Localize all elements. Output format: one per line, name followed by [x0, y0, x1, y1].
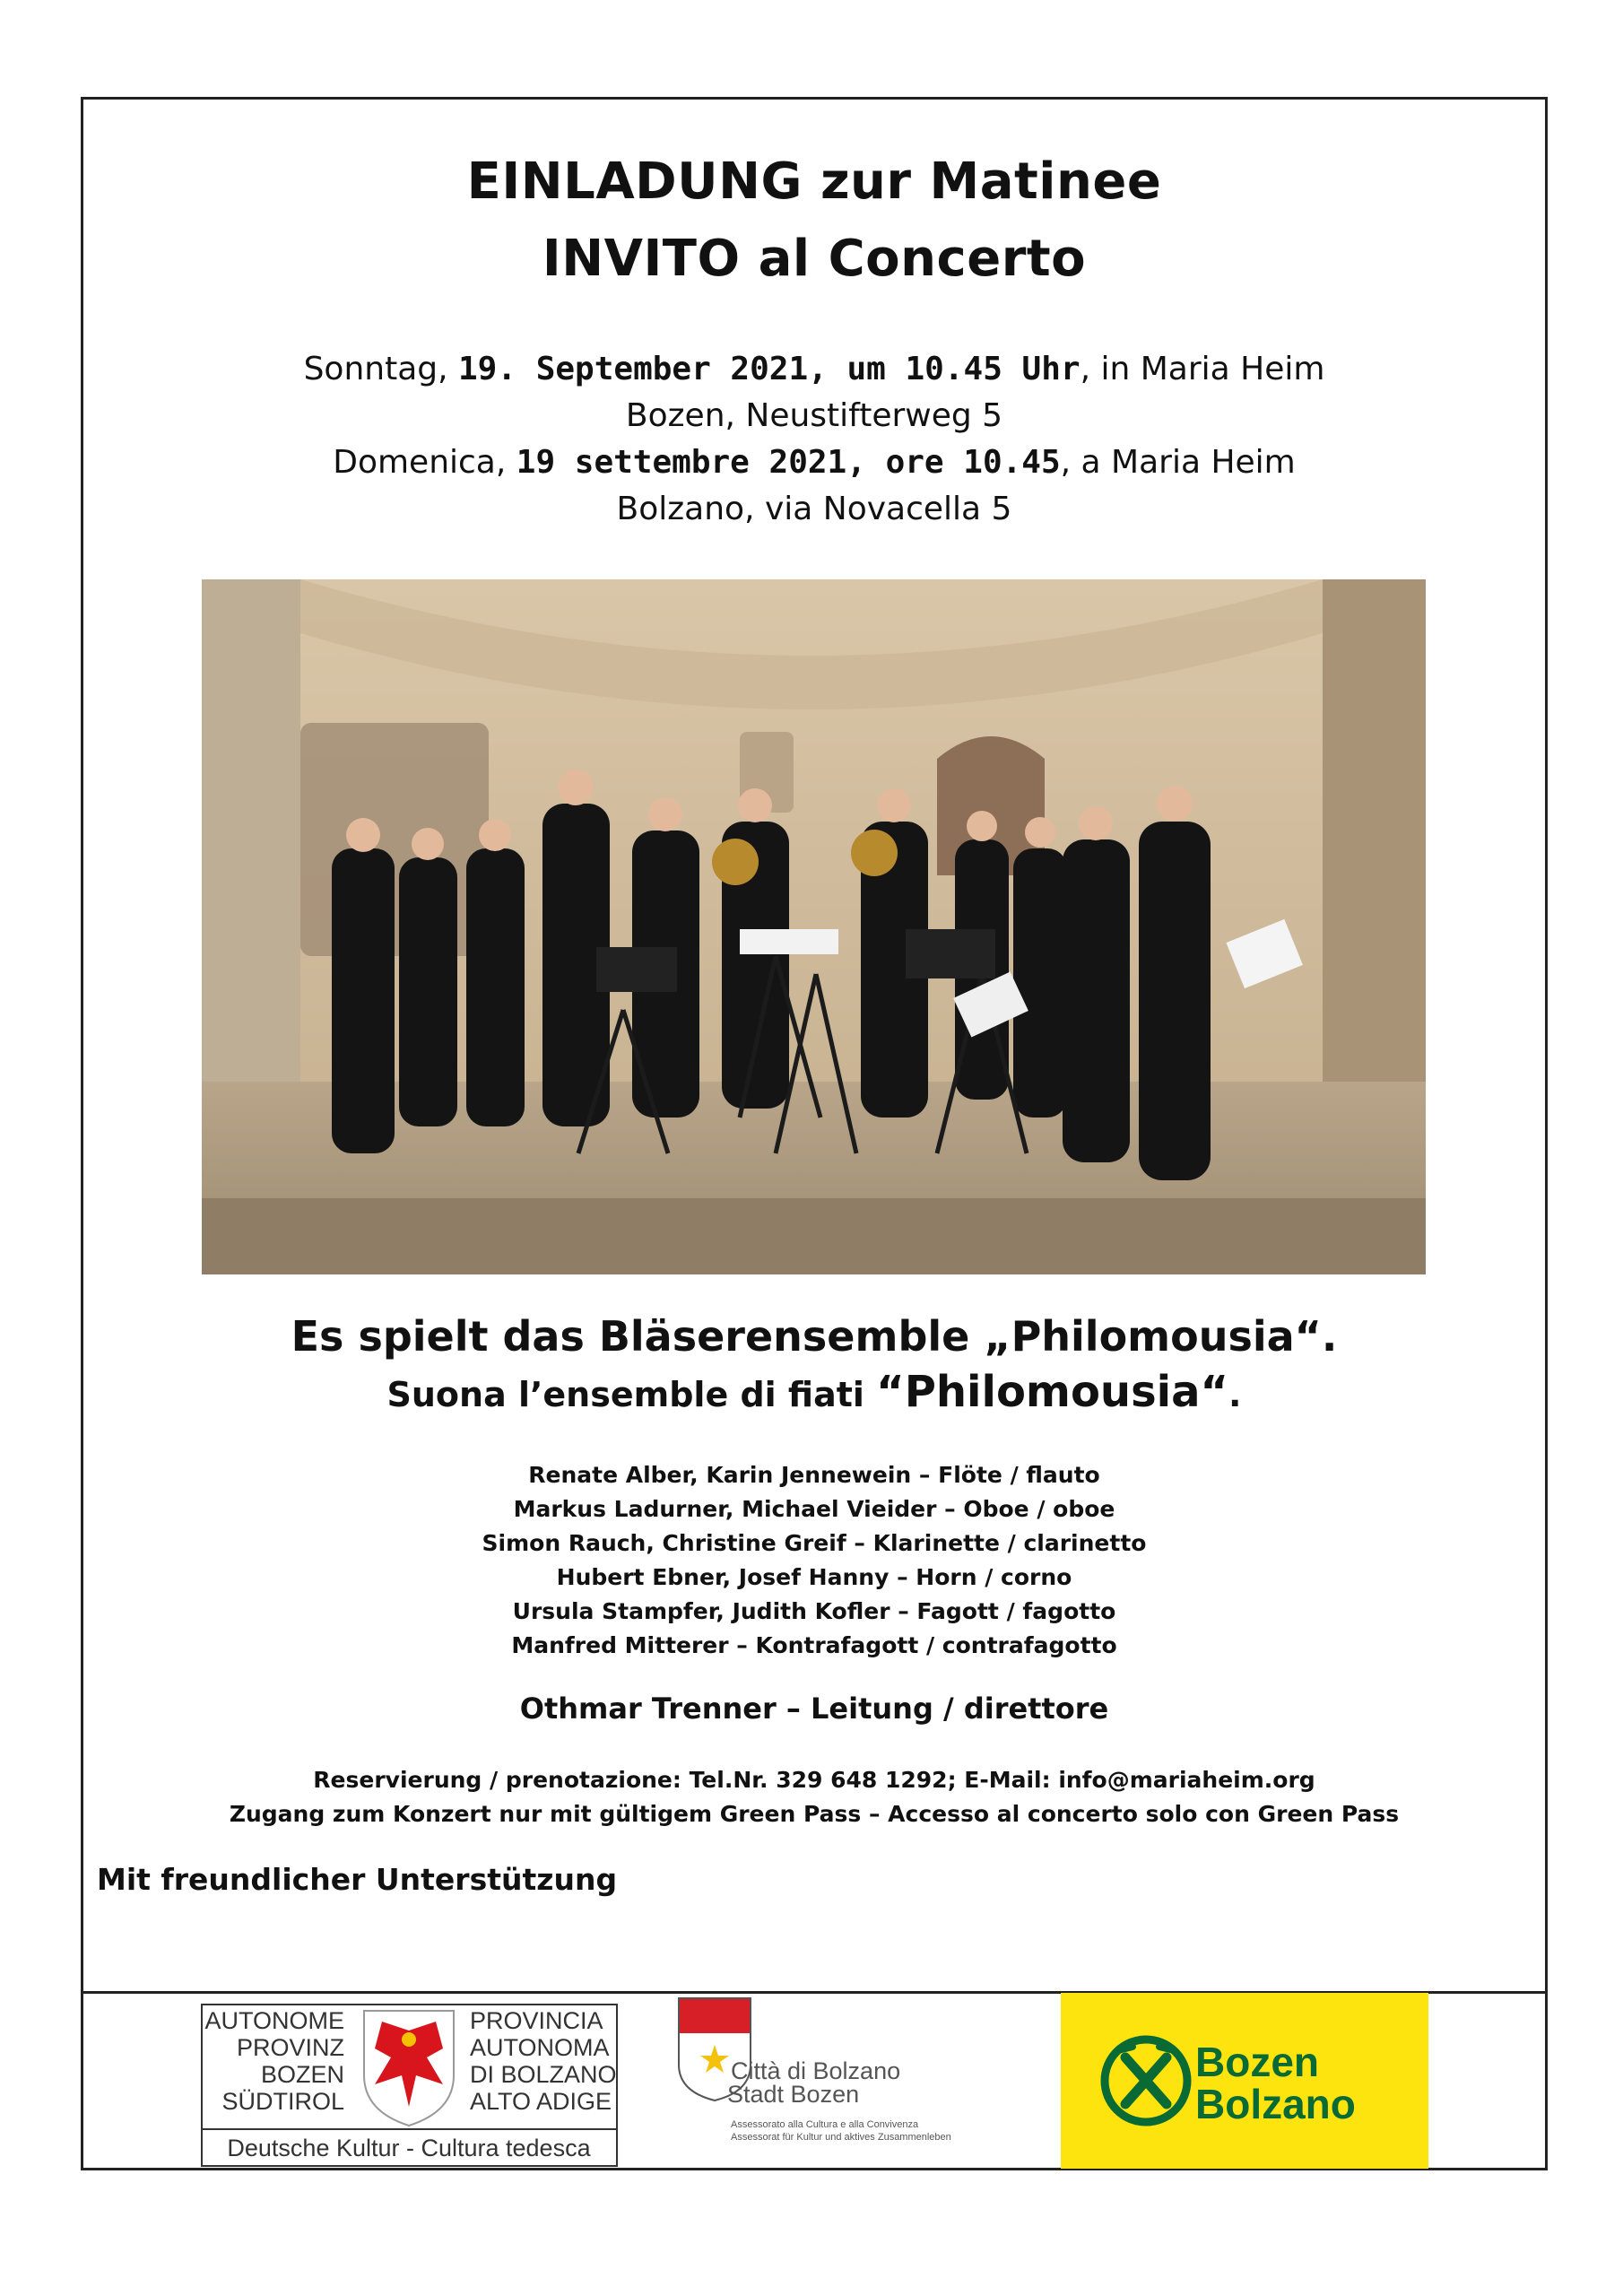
- bank-name-1: Bozen: [1195, 2039, 1319, 2085]
- province-right-1: PROVINCIA: [470, 2007, 603, 2034]
- member-line: Markus Ladurner, Michael Vieider – Oboe / oboe: [513, 1496, 1115, 1522]
- event-date-it: 19 settembre 2021, ore 10.45: [516, 444, 1061, 481]
- member-line: Ursula Stampfer, Judith Kofler – Fagott / fagotto: [512, 1598, 1116, 1624]
- ensemble-it-dot: .: [1228, 1375, 1242, 1414]
- member-line: Manfred Mitterer – Kontrafagott / contrafagotto: [511, 1632, 1117, 1658]
- event-line-german: [81, 346, 1548, 393]
- heading-italian: INVITO al Concerto: [542, 230, 1087, 288]
- ensemble-it-text: Suona l’ensemble di fiati: [386, 1375, 877, 1414]
- event-day-it: Domenica,: [333, 444, 516, 481]
- heading-german: EINLADUNG zur Matinee: [466, 152, 1162, 211]
- raiffeisen-cross-icon: [1105, 2039, 1187, 2122]
- members-list: [81, 1458, 1548, 1663]
- event-address-de: Bozen, Neustifterweg 5: [625, 397, 1003, 434]
- ensemble-de: Es spielt das Bläserensemble „Philomousia“.: [291, 1312, 1338, 1361]
- event-venue-de: , in Maria Heim: [1080, 351, 1325, 387]
- director-line: Othmar Trenner – Leitung / direttore: [519, 1692, 1109, 1726]
- province-left-2: PROVINZ: [236, 2034, 344, 2061]
- reservation-block: [81, 1763, 1548, 1831]
- province-right-4: ALTO ADIGE: [470, 2088, 612, 2115]
- event-details: [81, 346, 1548, 533]
- city-sub-it: Assessorato alla Cultura e alla Convivenza: [731, 2119, 919, 2130]
- green-pass-line: Zugang zum Konzert nur mit gültigem Green Pass – Accesso al concerto solo con Green Pass: [229, 1801, 1400, 1827]
- event-date-de: 19. September 2021, um 10.45 Uhr: [458, 351, 1081, 387]
- province-right-3: DI BOLZANO: [470, 2061, 617, 2088]
- invitation-heading: [81, 144, 1548, 298]
- ensemble-headline: [81, 1308, 1548, 1422]
- province-left-1: AUTONOME: [204, 2007, 344, 2034]
- reservation-line: Reservierung / prenotazione: Tel.Nr. 329 648 1292; E-Mail: info@mariaheim.org: [313, 1767, 1315, 1793]
- city-name-it: Città di Bolzano: [731, 2057, 901, 2084]
- city-logo: [677, 1993, 1036, 2163]
- event-venue-it: , a Maria Heim: [1060, 444, 1296, 481]
- province-right-2: AUTONOMA: [470, 2034, 610, 2061]
- eagle-shield-icon: [364, 2011, 454, 2126]
- ensemble-it-name: “Philomousia“: [876, 1367, 1229, 1417]
- member-line: Simon Rauch, Christine Greif – Klarinette / clarinetto: [482, 1530, 1147, 1556]
- event-address-it: Bolzano, via Novacella 5: [616, 491, 1012, 527]
- ensemble-it: [81, 1365, 1548, 1422]
- member-line: Renate Alber, Karin Jennewein – Flöte / flauto: [528, 1462, 1100, 1488]
- city-sub-de: Assessorat für Kultur und aktives Zusammenleben: [731, 2132, 951, 2143]
- province-left-4: SÜDTIROL: [221, 2088, 344, 2115]
- city-name-de: Stadt Bozen: [727, 2081, 860, 2108]
- province-left-3: BOZEN: [260, 2061, 344, 2088]
- ensemble-photo: [202, 579, 1426, 1274]
- ensemble-photo-illustration: [202, 579, 1426, 1274]
- member-line: Hubert Ebner, Josef Hanny – Horn / corno: [556, 1564, 1072, 1590]
- event-day-de: Sonntag,: [303, 351, 458, 387]
- event-line-italian: [81, 439, 1548, 486]
- bank-name-2: Bolzano: [1195, 2081, 1356, 2127]
- province-footer: Deutsche Kultur - Cultura tedesca: [227, 2135, 591, 2161]
- province-logo: [201, 2004, 618, 2167]
- raiffeisen-logo: [1061, 1993, 1428, 2169]
- support-heading: Mit freundlicher Unterstützung: [97, 1862, 618, 1897]
